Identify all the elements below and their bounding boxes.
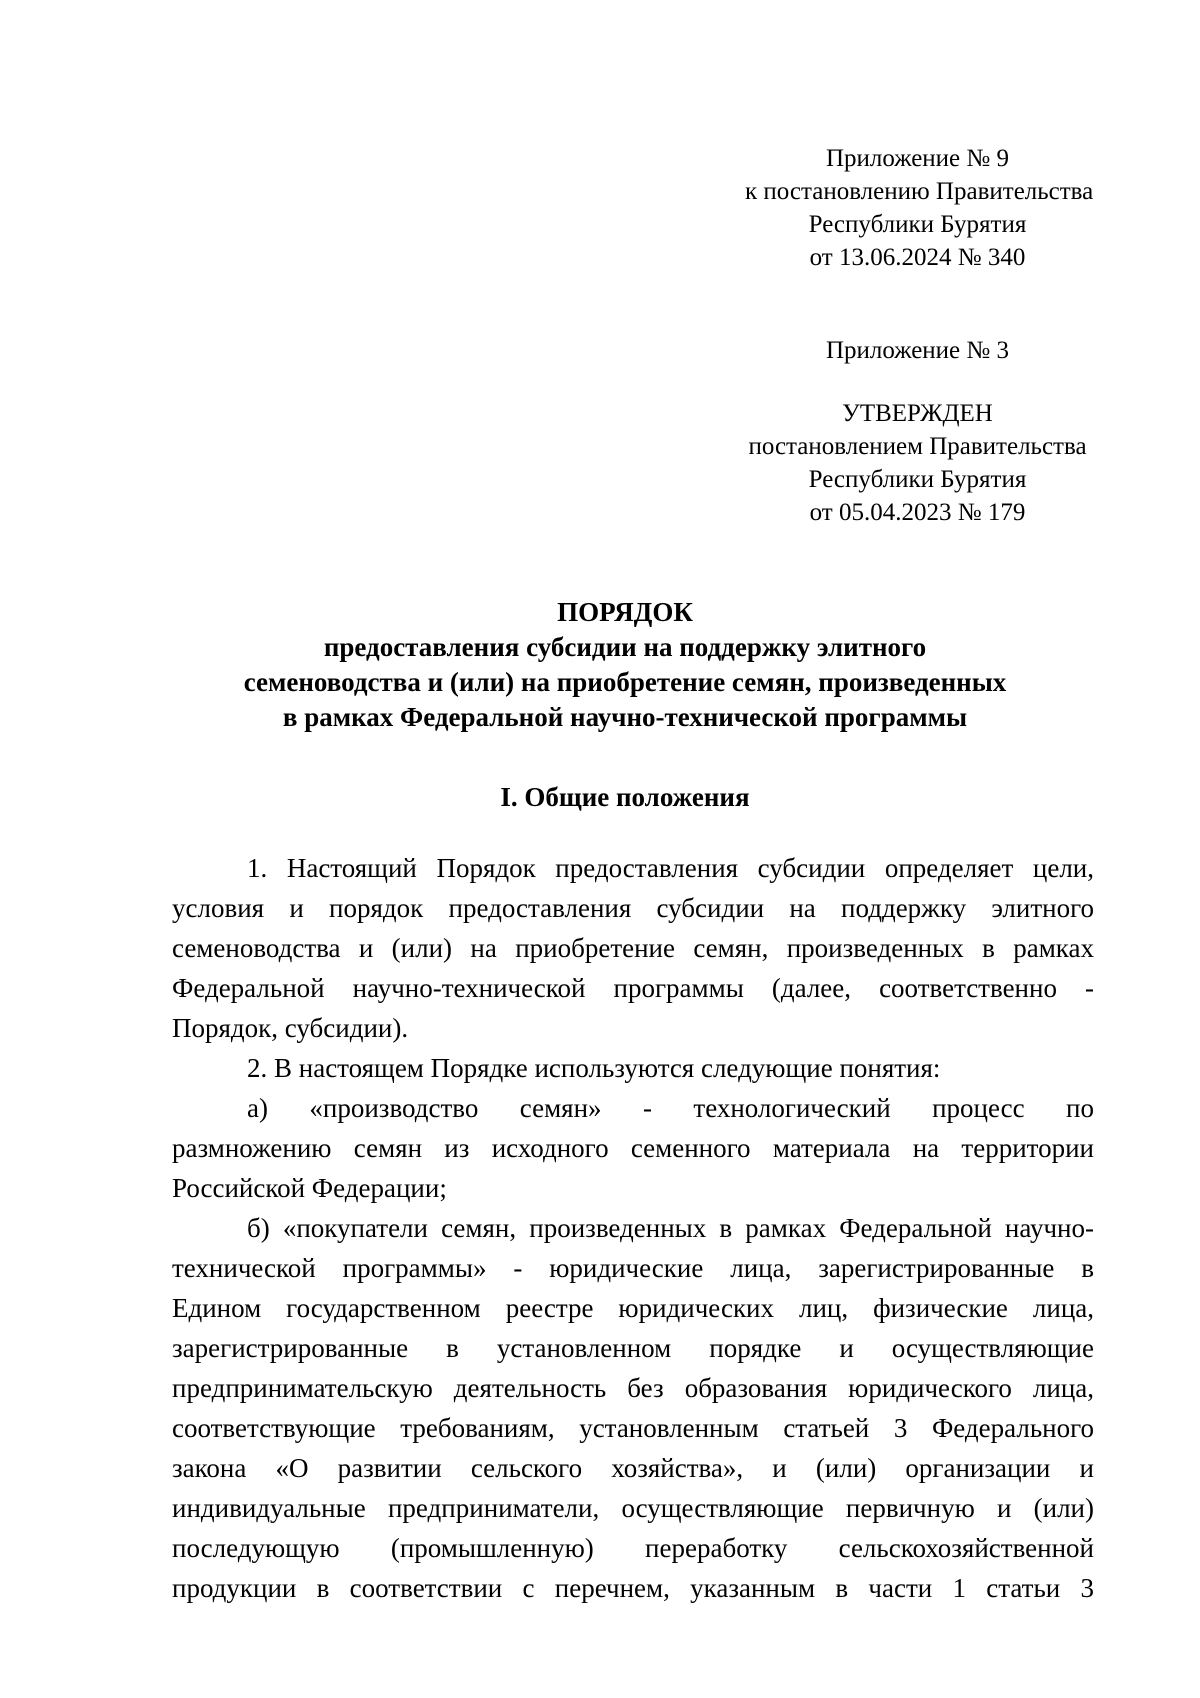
body-line: а) «производство семян» - технологический процесс по — [247, 1093, 1094, 1123]
body-line: технической программы» - юридические лица, зарегистрированные в — [172, 1253, 1094, 1283]
approved-date: от 05.04.2023 № 179 — [809, 499, 1026, 526]
approved-by: постановлением Правительства — [748, 433, 1087, 460]
section-heading: I. Общие положения — [500, 782, 750, 812]
annex-3-label: Приложение № 3 — [825, 337, 1010, 364]
annex-9-header — [745, 142, 1094, 274]
approval-stamp-text — [745, 397, 1090, 529]
body-line: предпринимательскую деятельность без образования юридического лица, — [172, 1373, 1094, 1403]
body-line: условия и порядок предоставления субсидии на поддержку элитного — [172, 893, 1094, 923]
body-line: размножению семян из исходного семенного материала на территории — [172, 1133, 1094, 1163]
body-line: 2. В настоящем Порядке используются следующие понятия: — [247, 1053, 941, 1083]
body-line: последующую (промышленную) переработку сельскохозяйственной — [172, 1533, 1094, 1563]
body-line: Российской Федерации; — [172, 1173, 447, 1203]
title-line-2: предоставления субсидии на поддержку элитного — [323, 632, 927, 662]
approved-republic: Республики Бурятия — [808, 466, 1027, 493]
title-line-4: в рамках Федеральной научно-технической программы — [282, 702, 968, 732]
document-title — [160, 595, 1090, 735]
body-line: индивидуальные предприниматели, осуществляющие первичную и (или) — [172, 1493, 1094, 1523]
body-line: Федеральной научно-технической программы (далее, соответственно - — [172, 973, 1094, 1003]
annex-9-label: Приложение № 9 — [825, 145, 1010, 172]
body-line: 1. Настоящий Порядок предоставления субсидии определяет цели, — [247, 853, 1094, 883]
annex-9-republic: Республики Бурятия — [808, 211, 1027, 238]
body-line: зарегистрированные в установленном порядке и осуществляющие — [172, 1333, 1094, 1363]
title-line-1: ПОРЯДОК — [557, 597, 693, 627]
annex-9-date: от 13.06.2024 № 340 — [809, 244, 1026, 271]
body-line: семеноводства и (или) на приобретение семян, произведенных в рамках — [172, 933, 1094, 963]
body-line: Едином государственном реестре юридических лиц, физические лица, — [172, 1293, 1094, 1323]
body-line: б) «покупатели семян, произведенных в рамках Федеральной научно- — [247, 1213, 1094, 1243]
body-line: соответствующие требованиям, установленным статьей 3 Федерального — [172, 1413, 1094, 1443]
body-text — [172, 848, 1094, 1608]
approved-label: УТВЕРЖДЕН — [842, 400, 993, 427]
annex-3-header — [745, 334, 1090, 367]
body-line: Порядок, субсидии). — [172, 1013, 409, 1043]
title-line-3: семеноводства и (или) на приобретение семян, произведенных — [243, 667, 1007, 697]
body-line: продукции в соответствии с перечнем, указанным в части 1 статьи 3 — [172, 1573, 1094, 1603]
annex-9-reference: к постановлению Правительства — [745, 178, 1094, 205]
body-line: закона «О развитии сельского хозяйства», и (или) организации и — [172, 1453, 1094, 1483]
